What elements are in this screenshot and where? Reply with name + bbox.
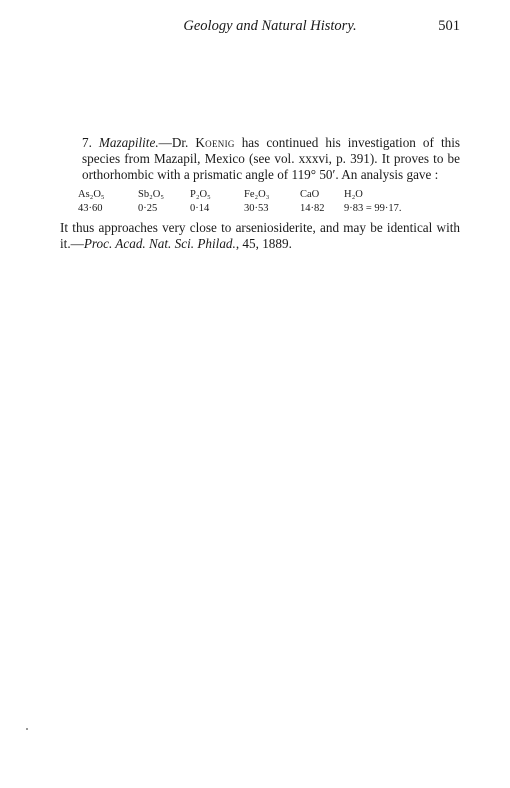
dash-text: — bbox=[70, 236, 84, 251]
page-speck bbox=[26, 728, 28, 730]
analysis-header: CaO bbox=[300, 189, 320, 200]
analysis-value: 14·82 bbox=[300, 203, 325, 214]
analysis-value: 43·60 bbox=[78, 203, 103, 214]
author-name: Koenig bbox=[195, 135, 235, 150]
analysis-value: 0·25 bbox=[138, 203, 158, 214]
dash-text: —Dr. bbox=[158, 135, 196, 150]
article-mazapilite bbox=[60, 135, 460, 252]
analysis-header-row bbox=[78, 188, 434, 202]
analysis-header: Sb₂O₅ bbox=[138, 189, 164, 200]
analysis-header: Fe₂O₃ bbox=[244, 189, 270, 200]
item-number: 7. bbox=[82, 135, 92, 150]
citation: Proc. Acad. Nat. Sci. Philad. bbox=[83, 236, 236, 251]
analysis-value: 30·53 bbox=[244, 203, 269, 214]
paragraph-intro-text: has continued his investigation of this species from Mazapil, Mexico (see vol. xxxvi, p. 391). It proves to be orthorhombic with a prismatic angle of 119° 50′. An analysis gave : bbox=[82, 135, 460, 182]
analysis-value: 9·83 = 99·17. bbox=[344, 203, 402, 214]
paragraph-conclusion bbox=[60, 220, 460, 252]
analysis-header: H₂O bbox=[344, 189, 363, 200]
analysis-header: As₂O₅ bbox=[78, 189, 105, 200]
mineral-name: Mazapilite. bbox=[98, 135, 159, 150]
analysis-value-row bbox=[78, 202, 434, 216]
page-number: 501 bbox=[438, 18, 460, 34]
analysis-value: 0·14 bbox=[190, 203, 210, 214]
running-head bbox=[60, 18, 460, 35]
citation-tail: , 45, 1889. bbox=[235, 236, 292, 251]
analysis-table bbox=[78, 188, 434, 216]
analysis-header: P₂O₅ bbox=[190, 189, 211, 200]
paragraph-intro bbox=[60, 135, 460, 183]
paragraph-conclusion-text: It thus approaches very close to arseniosiderite, and may be identical with it. bbox=[60, 220, 460, 251]
running-title: Geology and Natural History. bbox=[183, 18, 357, 34]
